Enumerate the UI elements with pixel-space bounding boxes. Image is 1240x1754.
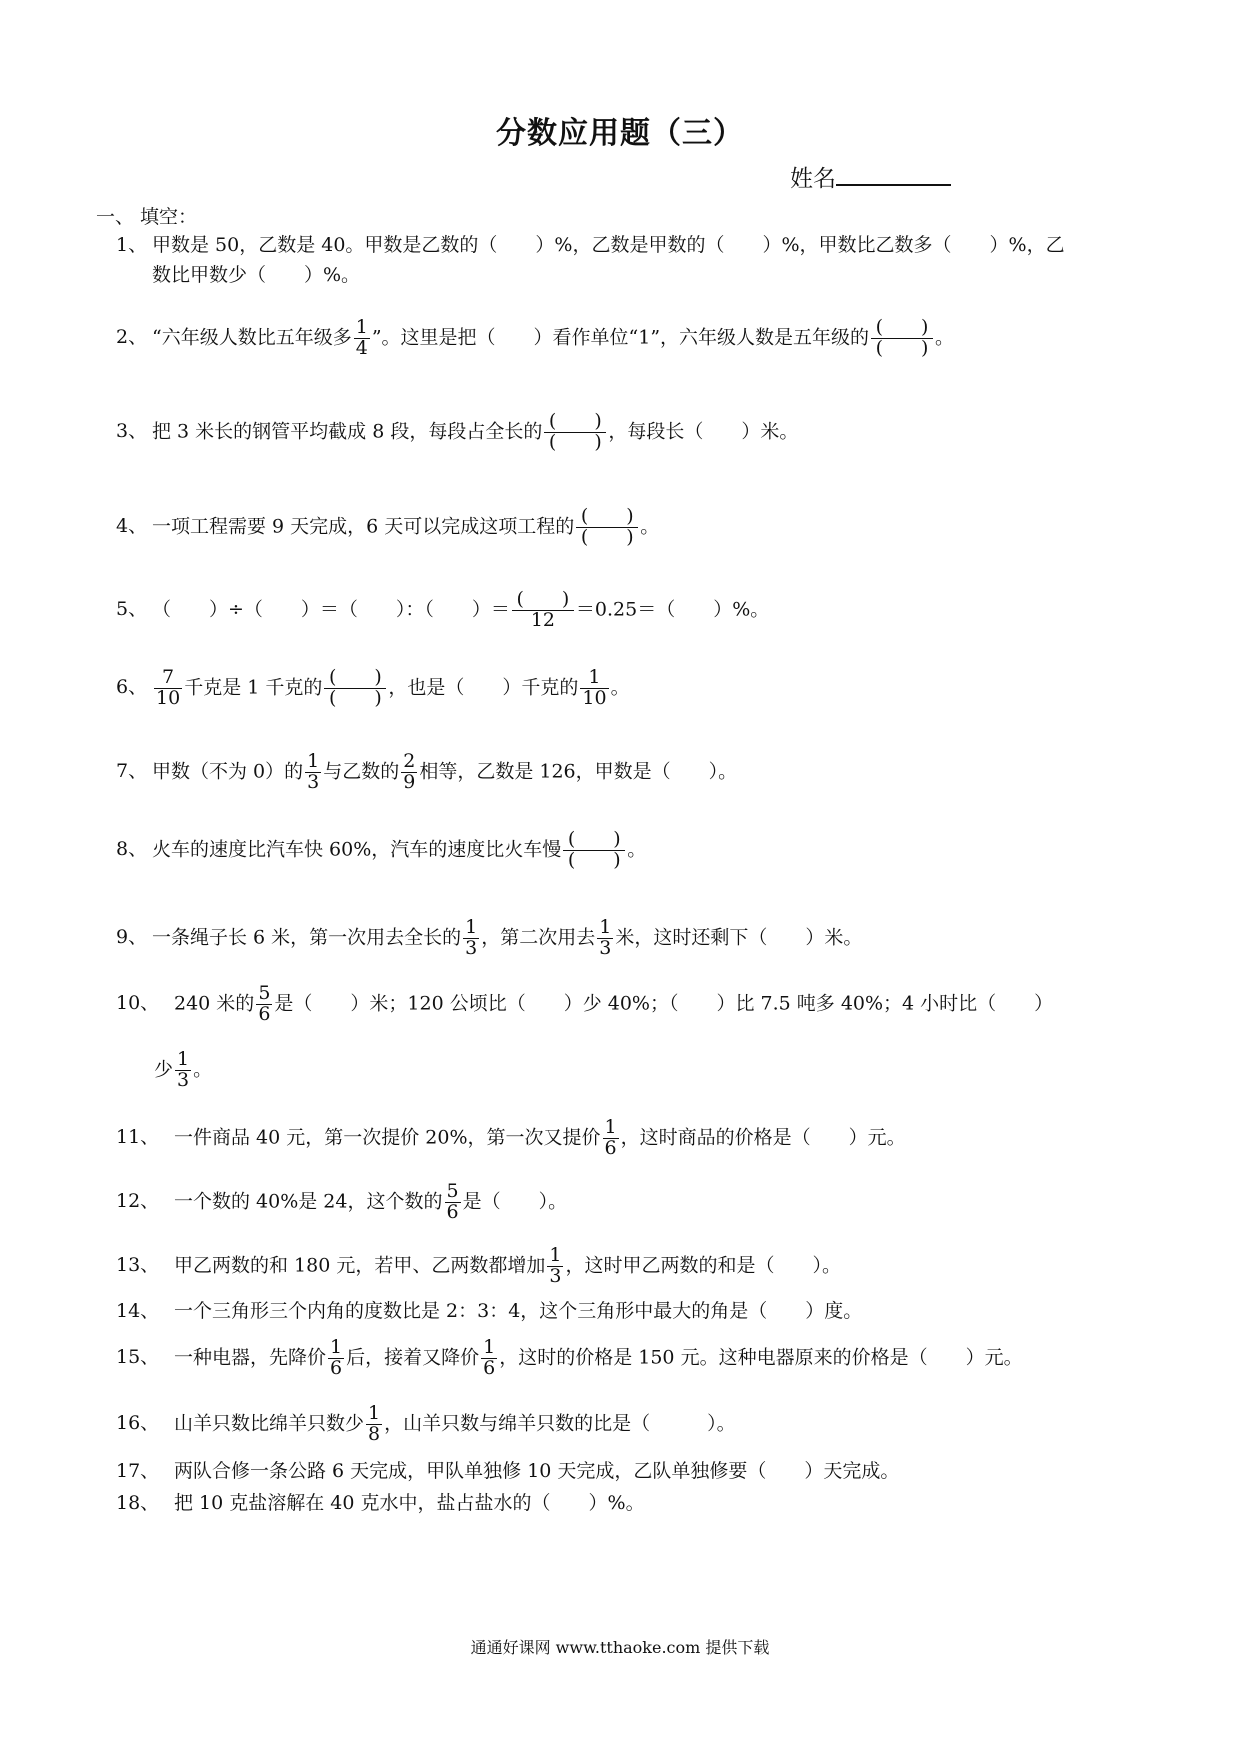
fraction: $\frac{2}{9}$ bbox=[403, 750, 416, 793]
question-14: 14、 一个三角形三个内角的度数比是 2：3：4，这个三角形中最大的角是（ ）度。 bbox=[116, 1300, 863, 1322]
page-title: 分数应用题（三） bbox=[496, 116, 744, 151]
question-1: 1、 甲数是 50，乙数是 40。甲数是乙数的（ ）%，乙数是甲数的（ ）%，甲数比乙数多（ ）%，乙 bbox=[116, 232, 1065, 259]
question-6: 6、 $\frac{7}{10}$ 千克是 1 千克的 $\frac{( )}{( )}$ ，也是（ ）千克的 $\frac{1}{10}$ 。 bbox=[116, 666, 630, 709]
name-blank-line[interactable] bbox=[836, 164, 951, 186]
fraction: $\frac{1}{3}$ bbox=[465, 916, 478, 959]
question-16: 16、 山羊只数比绵羊只数少 $\frac{1}{8}$ ，山羊只数与绵羊只数的比是（ ）。 bbox=[116, 1402, 736, 1445]
name-label: 姓名 bbox=[790, 166, 836, 192]
fraction: $\frac{1}{10}$ bbox=[582, 666, 607, 709]
blank-fraction[interactable]: $\frac{( )}{( )}$ bbox=[563, 830, 625, 871]
question-9: 9、 一条绳子长 6 米，第一次用去全长的 $\frac{1}{3}$ ，第二次用去 $\frac{1}{3}$ 米，这时还剩下（ ）米。 bbox=[116, 916, 863, 959]
blank-fraction[interactable]: $\frac{( )}{( )}$ bbox=[324, 668, 386, 709]
fraction: $\frac{5}{6}$ bbox=[258, 982, 271, 1025]
fraction: $\frac{1}{3}$ bbox=[599, 916, 612, 959]
fraction: $\frac{7}{10}$ bbox=[156, 666, 181, 709]
question-1-cont: 数比甲数少（ ）%。 bbox=[152, 264, 361, 286]
question-12: 12、 一个数的 40%是 24，这个数的 $\frac{5}{6}$ 是（ ）。 bbox=[116, 1180, 568, 1223]
blank-fraction[interactable]: $\frac{( )}{( )}$ bbox=[544, 412, 606, 453]
question-3: 3、 把 3 米长的钢管平均截成 8 段，每段占全长的 $\frac{( )}{( )}$ ，每段长（ ）米。 bbox=[116, 410, 799, 453]
question-4: 4、 一项工程需要 9 天完成，6 天可以完成这项工程的 $\frac{( )}{( )}$ 。 bbox=[116, 505, 660, 548]
fraction: $\frac{1}{4}$ bbox=[355, 316, 368, 359]
question-13: 13、 甲乙两数的和 180 元，若甲、乙两数都增加 $\frac{1}{3}$ ，这时甲乙两数的和是（ ）。 bbox=[116, 1244, 841, 1287]
fraction: $\frac{1}{8}$ bbox=[368, 1402, 381, 1445]
fraction: $\frac{1}{6}$ bbox=[604, 1116, 617, 1159]
question-8: 8、 火车的速度比汽车快 60%，汽车的速度比火车慢 $\frac{( )}{( )}$ 。 bbox=[116, 828, 647, 871]
question-7: 7、 甲数（不为 0）的 $\frac{1}{3}$ 与乙数的 $\frac{2}{9}$ 相等，乙数是 126，甲数是（ ）。 bbox=[116, 750, 738, 793]
footer-text: 通通好课网 www.tthaoke.com 提供下载 bbox=[470, 1638, 770, 1657]
blank-fraction[interactable]: $\frac{( )}{12}$ bbox=[512, 590, 574, 631]
question-18: 18、 把 10 克盐溶解在 40 克水中，盐占盐水的（ ）%。 bbox=[116, 1492, 645, 1514]
question-5: 5、 （ ）÷（ ）＝（ ）：（ ）＝ $\frac{( )}{12}$ ＝0.25＝（ ）%。 bbox=[116, 588, 770, 631]
question-2: 2、 “六年级人数比五年级多 $\frac{1}{4}$ ”。这里是把（ ）看作单位“1”，六年级人数是五年级的 $\frac{( )}{( )}$ 。 bbox=[116, 316, 955, 359]
blank-fraction[interactable]: $\frac{( )}{( )}$ bbox=[576, 507, 638, 548]
question-number: 1、 bbox=[116, 234, 148, 256]
fraction: $\frac{1}{3}$ bbox=[549, 1244, 562, 1287]
question-15: 15、 一种电器，先降价 $\frac{1}{6}$ 后，接着又降价 $\frac{1}{6}$ ，这时的价格是 150 元。这种电器原来的价格是（ ）元。 bbox=[116, 1336, 1023, 1379]
question-17: 17、 两队合修一条公路 6 天完成，甲队单独修 10 天完成，乙队单独修要（ ）天完成。 bbox=[116, 1460, 900, 1482]
fraction: $\frac{1}{3}$ bbox=[307, 750, 320, 793]
fraction: $\frac{5}{6}$ bbox=[446, 1180, 459, 1223]
question-10-cont: 少 $\frac{1}{3}$ 。 bbox=[154, 1048, 213, 1091]
blank-fraction[interactable]: $\frac{( )}{( )}$ bbox=[871, 318, 933, 359]
fraction: $\frac{1}{6}$ bbox=[483, 1336, 496, 1379]
fraction: $\frac{1}{6}$ bbox=[330, 1336, 343, 1379]
question-10: 10、 240 米的 $\frac{5}{6}$ 是（ ）米；120 公顷比（ ）少 40%；（ ）比 7.5 吨多 40%；4 小时比（ ） bbox=[116, 982, 1054, 1025]
name-field bbox=[790, 160, 951, 193]
fraction: $\frac{1}{3}$ bbox=[177, 1048, 190, 1091]
section-heading: 一、 填空： bbox=[96, 206, 198, 228]
question-11: 11、 一件商品 40 元，第一次提价 20%，第一次又提价 $\frac{1}{6}$ ，这时商品的价格是（ ）元。 bbox=[116, 1116, 906, 1159]
